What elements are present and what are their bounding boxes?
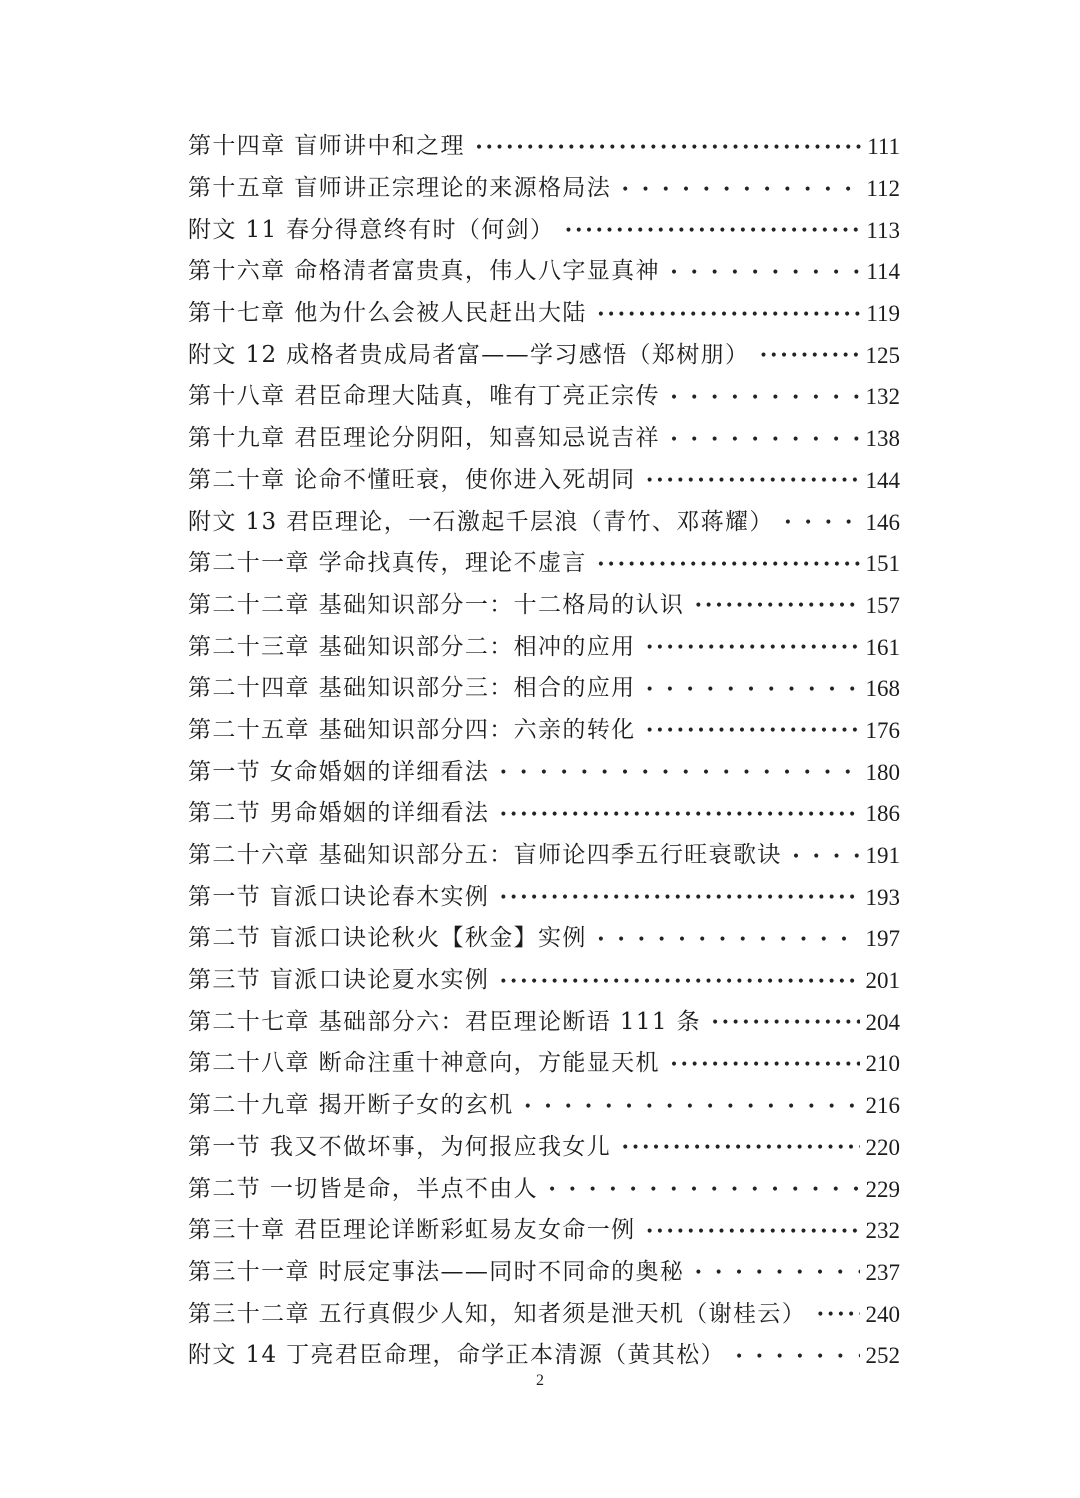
dot-leader [499, 975, 859, 989]
dot-leader [646, 724, 860, 738]
dot-leader [524, 1100, 860, 1114]
dot-leader [597, 308, 861, 322]
toc-entry-title: 第一节 盲派口诀论春木实例 [188, 883, 490, 910]
toc-entry-page-number: 180 [865, 759, 900, 785]
toc-entry-page-number: 111 [867, 134, 900, 160]
dot-leader [499, 766, 859, 780]
toc-entry-title: 附文 12 成格者贵成局者富——学习感悟（郑树朋） [188, 341, 750, 368]
toc-entry-page-number: 144 [865, 467, 900, 493]
toc-entry-page-number: 232 [865, 1218, 900, 1244]
toc-entry-title: 第二十章 论命不懂旺衰，使你进入死胡同 [188, 466, 636, 493]
toc-entry-title: 第十四章 盲师讲中和之理 [188, 133, 465, 160]
toc-entry [188, 543, 900, 585]
toc-entry-title: 附文 14 丁亮君臣命理，命学正本清源（黄其松） [188, 1342, 726, 1369]
dot-leader [499, 808, 859, 822]
toc-entry [188, 751, 900, 793]
toc-entry [188, 376, 900, 418]
toc-entry-title: 第二十八章 断命注重十神意向，方能显天机 [188, 1050, 660, 1077]
toc-entry [188, 1168, 900, 1210]
dot-leader [548, 1183, 859, 1197]
dot-leader [711, 1016, 860, 1030]
dot-leader [694, 1266, 859, 1280]
toc-entry-title: 第二十一章 学命找真传，理论不虚言 [188, 550, 587, 577]
toc-entry [188, 710, 900, 752]
toc-entry [188, 626, 900, 668]
toc-entry [188, 1127, 900, 1169]
toc-entry-title: 第三节 盲派口诀论夏水实例 [188, 967, 490, 994]
dot-leader [621, 183, 860, 197]
toc-entry-page-number: 119 [866, 301, 900, 327]
dot-leader [597, 933, 860, 947]
toc-entry [188, 585, 900, 627]
dot-leader [735, 1350, 859, 1364]
dot-leader [792, 850, 860, 864]
toc-entry [188, 1252, 900, 1294]
dot-leader [670, 266, 860, 280]
toc-entry-page-number: 201 [865, 968, 900, 994]
toc-entry-page-number: 112 [866, 176, 900, 202]
toc-entry-page-number: 132 [865, 384, 900, 410]
toc-entry [188, 1335, 900, 1377]
toc-entry [188, 668, 900, 710]
dot-leader [670, 433, 860, 447]
toc-entry-title: 第二十六章 基础知识部分五：盲师论四季五行旺衰歌诀 [188, 842, 782, 869]
toc-entry-page-number: 193 [865, 884, 900, 910]
toc-entry-page-number: 191 [865, 843, 900, 869]
dot-leader [646, 641, 860, 655]
toc-entry-page-number: 114 [866, 259, 900, 285]
toc-entry-page-number: 157 [865, 592, 900, 618]
dot-leader [621, 1141, 859, 1155]
toc-entry-title: 第二十九章 揭开断子女的玄机 [188, 1092, 514, 1119]
dot-leader [646, 683, 860, 697]
toc-entry-page-number: 161 [865, 634, 900, 660]
toc-entry-page-number: 168 [865, 676, 900, 702]
toc-entry [188, 460, 900, 502]
toc-entry [188, 334, 900, 376]
toc-entry-title: 第一节 我又不做坏事，为何报应我女儿 [188, 1133, 612, 1160]
toc-entry-title: 第二十四章 基础知识部分三：相合的应用 [188, 675, 636, 702]
toc-entry-page-number: 216 [865, 1093, 900, 1119]
toc-entry-title: 第三十章 君臣理论详断彩虹易友女命一例 [188, 1217, 636, 1244]
toc-entry [188, 793, 900, 835]
toc-entry-title: 第三十二章 五行真假少人知，知者须是泄天机（谢桂云） [188, 1300, 807, 1327]
toc-entry [188, 1001, 900, 1043]
dot-leader [564, 224, 860, 238]
dot-leader [670, 1058, 860, 1072]
dot-leader [646, 474, 860, 488]
toc-entry [188, 418, 900, 460]
toc-entry [188, 251, 900, 293]
toc-entry [188, 960, 900, 1002]
toc-entry-page-number: 125 [865, 342, 900, 368]
toc-entry-title: 第十九章 君臣理论分阴阳，知喜知忌说吉祥 [188, 425, 660, 452]
toc-entry [188, 293, 900, 335]
toc-entry-title: 第十五章 盲师讲正宗理论的来源格局法 [188, 175, 612, 202]
toc-entry-title: 第二十三章 基础知识部分二：相冲的应用 [188, 633, 636, 660]
toc-entry-page-number: 186 [865, 801, 900, 827]
dot-leader [499, 891, 859, 905]
toc-entry-title: 第十八章 君臣命理大陆真，唯有丁亮正宗传 [188, 383, 660, 410]
toc-entry [188, 168, 900, 210]
toc-entry-page-number: 240 [865, 1301, 900, 1327]
dot-leader [759, 349, 859, 363]
toc-entry-title: 附文 13 君臣理论，一石激起千层浪（青竹、邓蒋耀） [188, 508, 774, 535]
toc-entry-page-number: 204 [865, 1009, 900, 1035]
toc-entry-title: 附文 11 春分得意终有时（何剑） [188, 216, 555, 243]
dot-leader [784, 516, 860, 530]
toc-entry-page-number: 146 [865, 509, 900, 535]
toc-entry-title: 第二十七章 基础部分六：君臣理论断语 111 条 [188, 1008, 701, 1035]
toc-entry [188, 918, 900, 960]
dot-leader [597, 558, 860, 572]
toc-entry [188, 1043, 900, 1085]
toc-entry-title: 第二十二章 基础知识部分一：十二格局的认识 [188, 591, 685, 618]
toc-entry [188, 1210, 900, 1252]
toc-entry-title: 第二节 盲派口诀论秋火【秋金】实例 [188, 925, 587, 952]
dot-leader [694, 599, 859, 613]
toc-entry [188, 1293, 900, 1335]
page-number: 2 [536, 1372, 544, 1389]
toc-entry [188, 1085, 900, 1127]
toc-entry-title: 第二节 男命婚姻的详细看法 [188, 800, 490, 827]
toc-entry-page-number: 237 [865, 1259, 900, 1285]
toc-entry-page-number: 113 [866, 217, 900, 243]
toc-entry-title: 第十六章 命格清者富贵真，伟人八字显真神 [188, 258, 660, 285]
toc-entry-title: 第一节 女命婚姻的详细看法 [188, 758, 490, 785]
toc-entry-page-number: 151 [865, 551, 900, 577]
toc-entry-title: 第十七章 他为什么会被人民赶出大陆 [188, 300, 587, 327]
dot-leader [816, 1308, 859, 1322]
toc-entry-title: 第二十五章 基础知识部分四：六亲的转化 [188, 716, 636, 743]
dot-leader [646, 1225, 860, 1239]
toc-entry-page-number: 220 [865, 1134, 900, 1160]
toc-entry-page-number: 229 [865, 1176, 900, 1202]
toc-entry-page-number: 252 [865, 1343, 900, 1369]
toc-entry [188, 876, 900, 918]
dot-leader [670, 391, 860, 405]
toc-entry [188, 835, 900, 877]
toc-entry-page-number: 176 [865, 717, 900, 743]
toc-entry [188, 209, 900, 251]
toc-entry-page-number: 138 [865, 426, 900, 452]
toc-entry-page-number: 197 [865, 926, 900, 952]
table-of-contents [188, 126, 900, 1377]
toc-entry-title: 第二节 一切皆是命，半点不由人 [188, 1175, 539, 1202]
dot-leader [475, 141, 861, 155]
toc-entry-page-number: 210 [865, 1051, 900, 1077]
toc-entry [188, 126, 900, 168]
toc-entry-title: 第三十一章 时辰定事法——同时不同命的奥秘 [188, 1258, 685, 1285]
toc-entry [188, 501, 900, 543]
